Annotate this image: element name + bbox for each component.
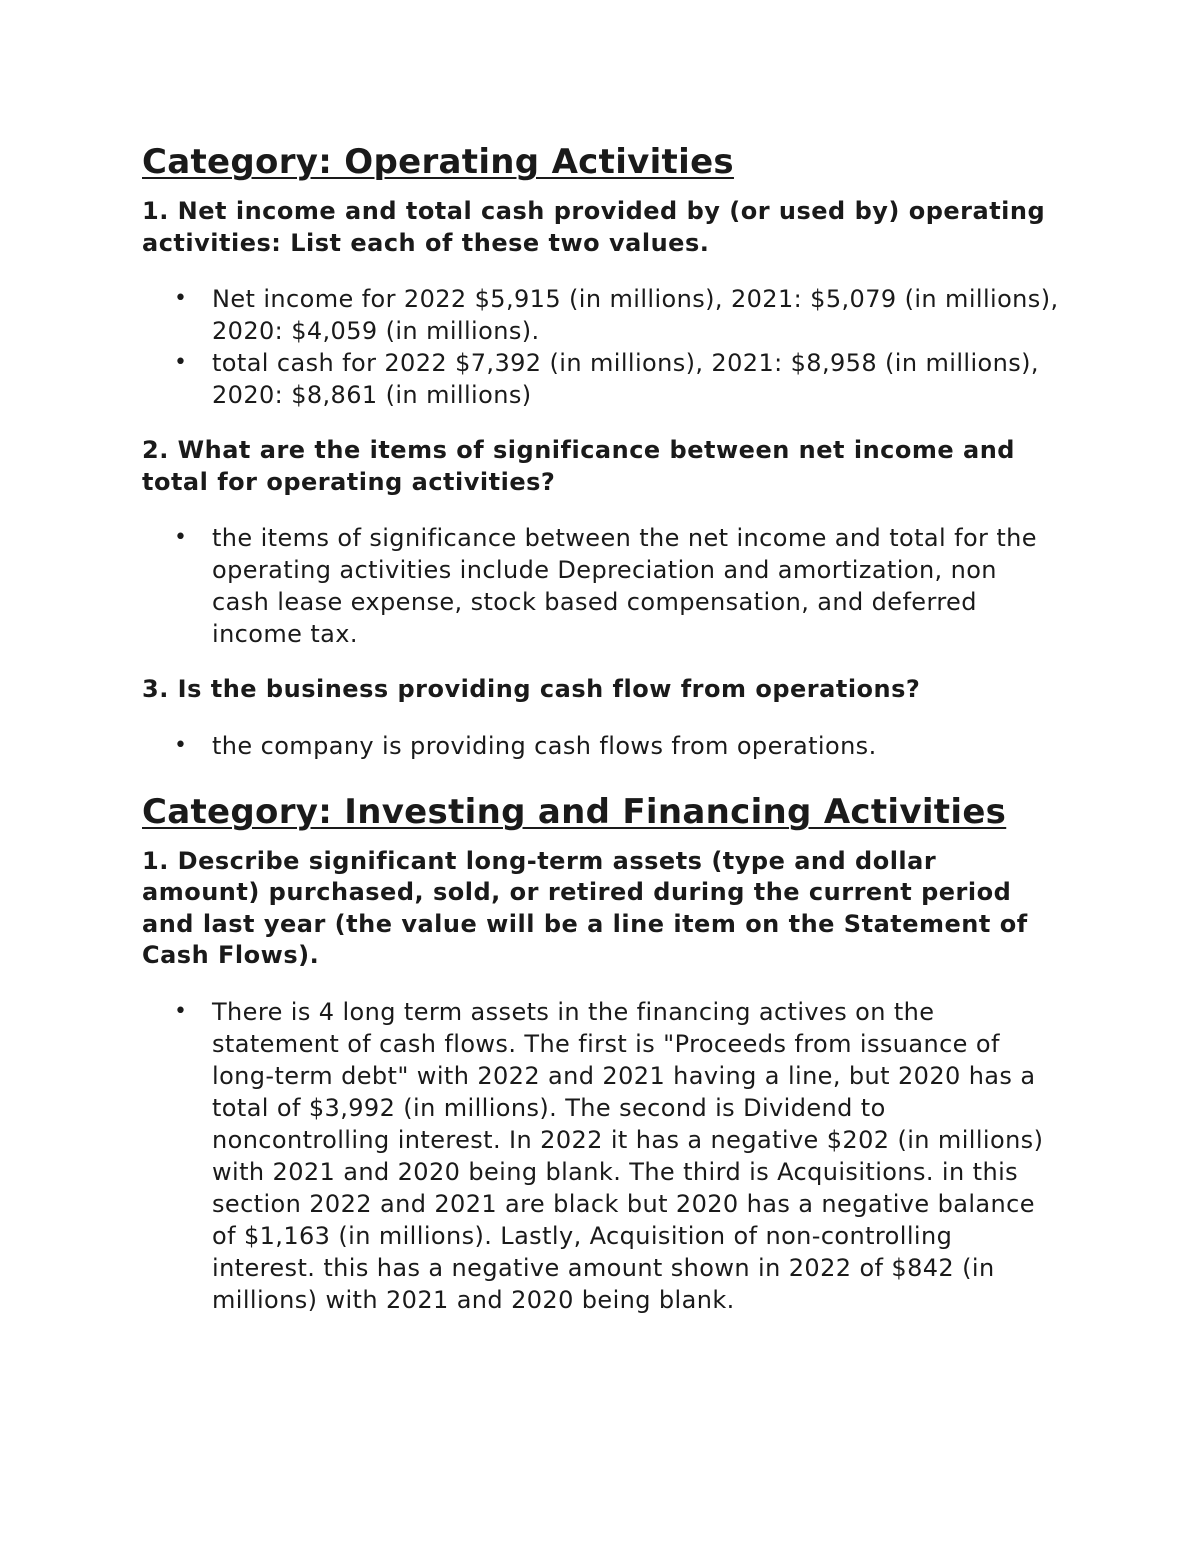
answer-text: total cash for 2022 $7,392 (in millions), 2021: $8,958 (in millions), 2020: $8,861 (in millions)	[212, 349, 1039, 409]
bullet-icon: •	[174, 732, 188, 758]
question-2: 2. What are the items of significance between net income and total for operating activities?	[142, 436, 1015, 496]
answer-list	[142, 730, 1062, 762]
bullet-icon: •	[174, 286, 188, 311]
bullet-icon: •	[174, 998, 188, 1024]
answer-item	[174, 283, 1062, 347]
answer-text: There is 4 long term assets in the financing actives on the statement of cash flows. The first is "Proceeds from issuance of long-term debt" with 2022 and 2021 having a line, but 2020 has a total of $3,992 (in millions). The second is Dividend to noncontrolling interest. In 2022 it has a negative $202 (in millions) with 2021 and 2020 being blank. The third is Acquisitions. in this section 2022 and 2021 are black but 2020 has a negative balance of $1,163 (in millions). Lastly, Acquisition of non-controlling interest. this has a negative amount shown in 2022 of $842 (in millions) with 2021 and 2020 being blank.	[212, 997, 1044, 1314]
bullet-icon: •	[174, 525, 188, 550]
answer-text: the items of significance between the net income and total for the operating activities include Depreciation and amortization, non cash lease expense, stock based compensation, and deferred income tax.	[212, 524, 1037, 648]
section-investing-financing-activities	[142, 792, 1062, 1316]
question-3: 3. Is the business providing cash flow from operations?	[142, 675, 921, 703]
answer-item	[174, 730, 1062, 762]
question-1: 1. Net income and total cash provided by (or used by) operating activities: List each of these two values.	[142, 197, 1046, 257]
section-heading: Category: Investing and Financing Activities	[142, 791, 1007, 832]
answer-item	[174, 522, 1062, 650]
answer-item	[174, 996, 1062, 1316]
answer-list	[142, 283, 1062, 411]
bullet-icon: •	[174, 350, 188, 375]
question-1: 1. Describe significant long-term assets (type and dollar amount) purchased, sold, or retired during the current period and last year (the value will be a line item on the Statement of Cash Flows).	[142, 846, 1028, 969]
document-page	[142, 142, 1062, 1340]
answer-text: Net income for 2022 $5,915 (in millions), 2021: $5,079 (in millions), 2020: $4,059 (in millions).	[212, 285, 1059, 345]
answer-list	[142, 522, 1062, 650]
section-operating-activities	[142, 142, 1062, 762]
answer-text: the company is providing cash flows from operations.	[212, 731, 877, 760]
section-heading: Category: Operating Activities	[142, 142, 734, 182]
answer-list	[142, 996, 1062, 1316]
answer-item	[174, 347, 1062, 411]
